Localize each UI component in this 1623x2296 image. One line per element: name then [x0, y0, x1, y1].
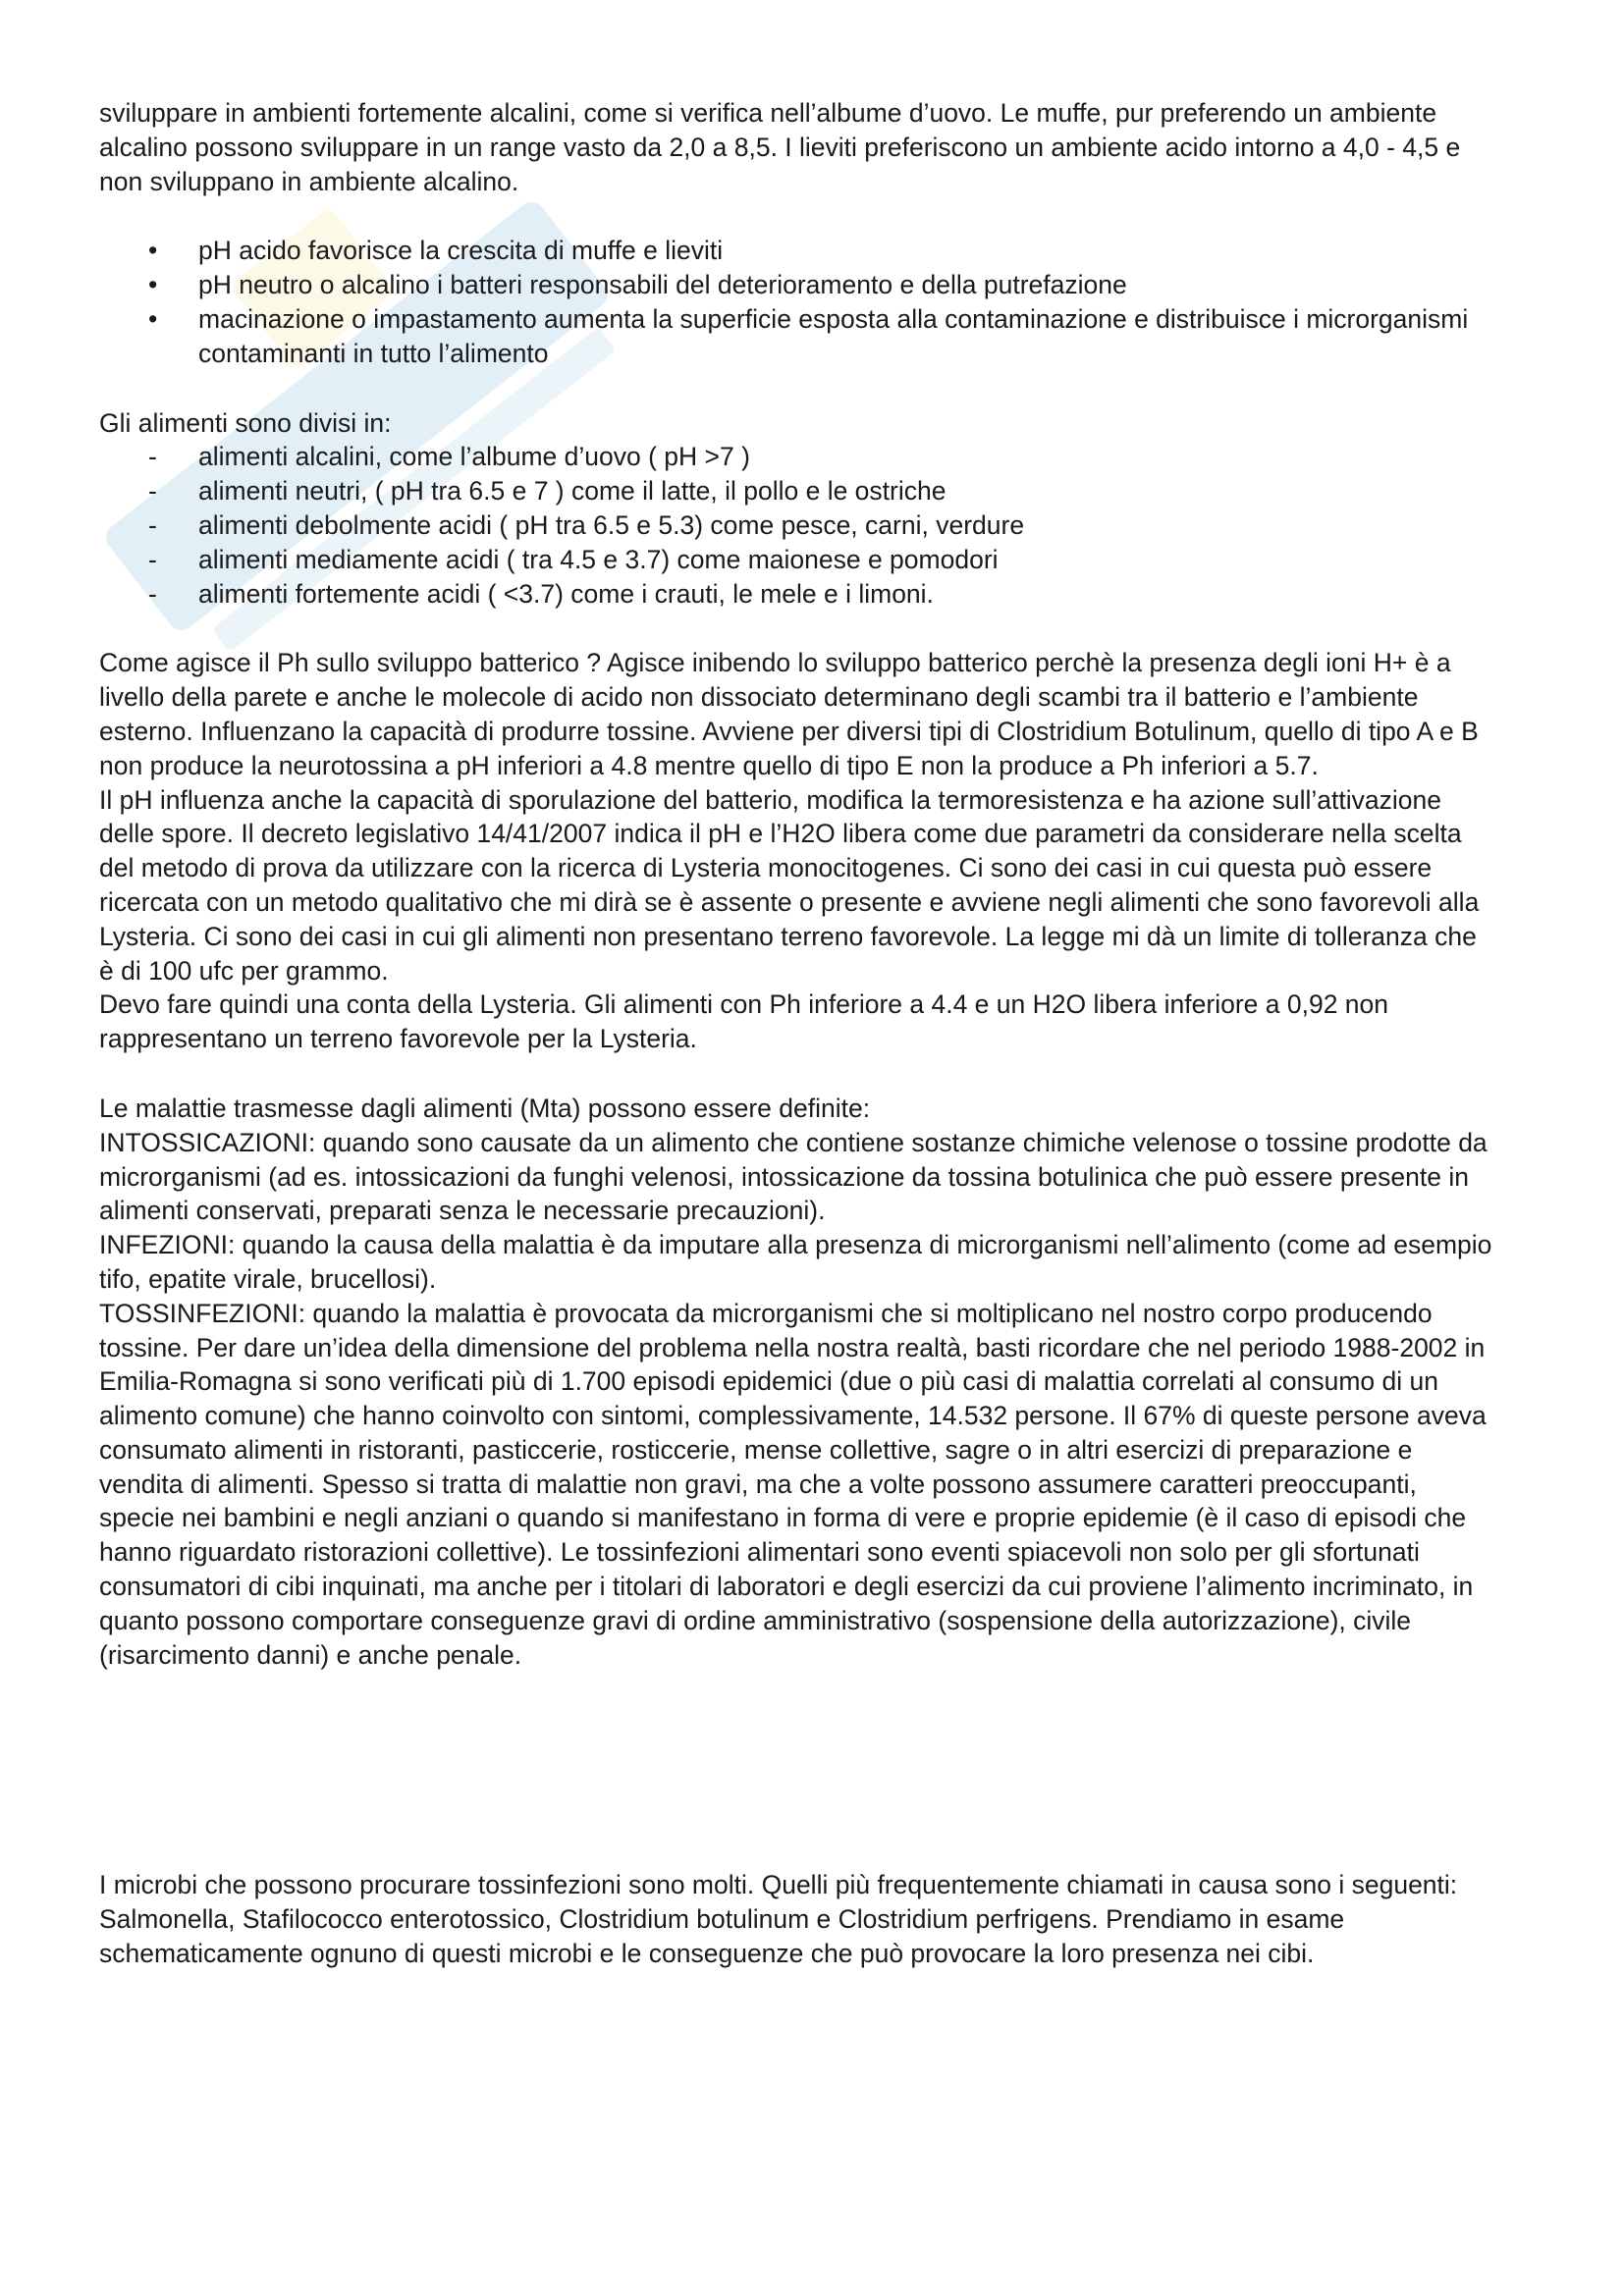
dash-marker: - [148, 509, 157, 540]
list-item-text: macinazione o impastamento aumenta la superficie esposta alla contaminazione e distribuisce i microrganismi contaminanti in tutto l’alimento [198, 303, 1469, 368]
food-categories-list [99, 440, 1493, 611]
dash-marker: - [148, 476, 157, 507]
mta-intossicazioni: INTOSSICAZIONI: quando sono causate da un alimento che contiene sostanze chimiche velenose o tossine prodotte da microrganismi (ad es. intossicazioni da funghi velenosi, intossicazione da tossina botulinica che può essere presente in alimenti conservati, preparati senza le necessarie precauzioni). [99, 1127, 1488, 1226]
bullet-marker: • [148, 303, 158, 334]
list-item [99, 543, 1493, 577]
list-item-text: alimenti mediamente acidi ( tra 4.5 e 3.7) come maionese e pomodori [198, 544, 999, 574]
intro-paragraph: sviluppare in ambienti fortemente alcalini, come si verifica nell’albume d’uovo. Le muffe, pur preferendo un ambiente alcalino possono sviluppare in un range vasto da 2,0 a 8,5. I lieviti preferiscono un ambiente acido intorno a 4,0 - 4,5 e non sviluppano in ambiente alcalino. [99, 98, 1461, 196]
mta-tossinfezioni: TOSSINFEZIONI: quando la malattia è provocata da microrganismi che si moltiplicano nel nostro corpo producendo tossine. Per dare un’idea della dimensione del problema nella nostra realtà, basti ricordare che nel periodo 1988-2002 in Emilia-Romagna si sono verificati più di 1.700 episodi epidemici (due o più casi di malattia correlati al consumo di un alimento comune) che hanno coinvolto con sintomi, complessivamente, 14.532 persone. Il 67% di queste persone aveva consumato alimenti in ristoranti, pasticcerie, rosticcerie, mense collettive, sagre o in altri esercizi di preparazione e vendita di alimenti. Spesso si tratta di malattie non gravi, ma che a volte possono assumere caratteri preoccupanti, specie nei bambini e negli anziani o quando si manifestano in forma di vere e proprie epidemie (è il caso di episodi che hanno riguardato ristorazioni collettive). Le tossinfezioni alimentari sono eventi spiacevoli non solo per gli sfortunati consumatori di cibi inquinati, ma anche per i titolari di laboratori e degli esercizi da cui proviene l’alimento incriminato, in quanto possono comportare conseguenze gravi di ordine amministrativo (sospensione della autorizzazione), civile (risarcimento danni) e anche penale. [99, 1298, 1487, 1670]
bullet-marker: • [148, 270, 158, 300]
list-item [99, 234, 1493, 268]
ph-paragraph-2: Il pH influenza anche la capacità di sporulazione del batterio, modifica la termoresistenza e ha azione sull’attivazione delle spore. Il decreto legislativo 14/41/2007 indica il pH e l’H2O libera come due parametri da considerare nella scelta del metodo di prova da utilizzare con la ricerca di Lysteria monocitogenes. Ci sono dei casi in cui questa può essere ricercata con un metodo qualitativo che mi dirà se è assente o presente e avviene negli alimenti che sono favorevoli alla Lysteria. Ci sono dei casi in cui gli alimenti non presentano terreno favorevole. La legge mi dà un limite di tolleranza che è di 100 ufc per grammo. [99, 784, 1480, 986]
mta-infezioni: INFEZIONI: quando la causa della malattia è da imputare alla presenza di microrganismi nell’alimento (come ad esempio tifo, epatite virale, brucellosi). [99, 1230, 1492, 1294]
ph-paragraph-3: Devo fare quindi una conta della Lysteria. Gli alimenti con Ph inferiore a 4.4 e un H2O libera inferiore a 0,92 non rappresentano un terreno favorevole per la Lysteria. [99, 989, 1389, 1054]
mta-intro: Le malattie trasmesse dagli alimenti (Mta) possono essere definite: [99, 1093, 871, 1123]
list-item-text: pH acido favorisce la crescita di muffe e lieviti [198, 236, 724, 266]
list-item-text: pH neutro o alcalino i batteri responsabili del deterioramento e della putrefazione [198, 270, 1127, 300]
list-item [99, 440, 1493, 474]
ph-effects-list [99, 234, 1493, 370]
dash-marker: - [148, 578, 157, 609]
list-item-text: alimenti neutri, ( pH tra 6.5 e 7 ) come il latte, il pollo e le ostriche [198, 476, 947, 507]
dash-marker: - [148, 544, 157, 574]
foods-intro: Gli alimenti sono divisi in: [99, 407, 392, 438]
list-item [99, 302, 1493, 371]
ph-paragraph-1: Come agisce il Ph sullo sviluppo batterico ? Agisce inibendo lo sviluppo batterico perchè la presenza degli ioni H+ è a livello della parete e anche le molecole di acido non dissociato determinano degli scambi tra il batterio e l’ambiente esterno. Influenzano la capacità di produrre tossine. Avviene per diversi tipi di Clostridium Botulinum, quello di tipo A e B non produce la neurotossina a pH inferiori a 4.8 mentre quello di tipo E non la produce a Ph inferiori a 5.7. [99, 648, 1479, 780]
list-item [99, 508, 1493, 543]
document-page [99, 96, 1493, 1971]
list-item [99, 474, 1493, 508]
list-item-text: alimenti fortemente acidi ( <3.7) come i crauti, le mele e i limoni. [198, 578, 934, 609]
list-item [99, 268, 1493, 302]
list-item-text: alimenti debolmente acidi ( pH tra 6.5 e 5.3) come pesce, carni, verdure [198, 509, 1025, 540]
dash-marker: - [148, 442, 157, 472]
microbes-paragraph: I microbi che possono procurare tossinfezioni sono molti. Quelli più frequentemente chiamati in causa sono i seguenti: Salmonella, Stafilococco enterotossico, Clostridium botulinum e Clostridium perfrigens. Prendiamo in esame schematicamente ognuno di questi microbi e le conseguenze che può provocare la loro presenza nei cibi. [99, 1870, 1458, 1969]
list-item-text: alimenti alcalini, come l’albume d’uovo ( pH >7 ) [198, 442, 750, 472]
list-item [99, 577, 1493, 612]
bullet-marker: • [148, 236, 158, 266]
